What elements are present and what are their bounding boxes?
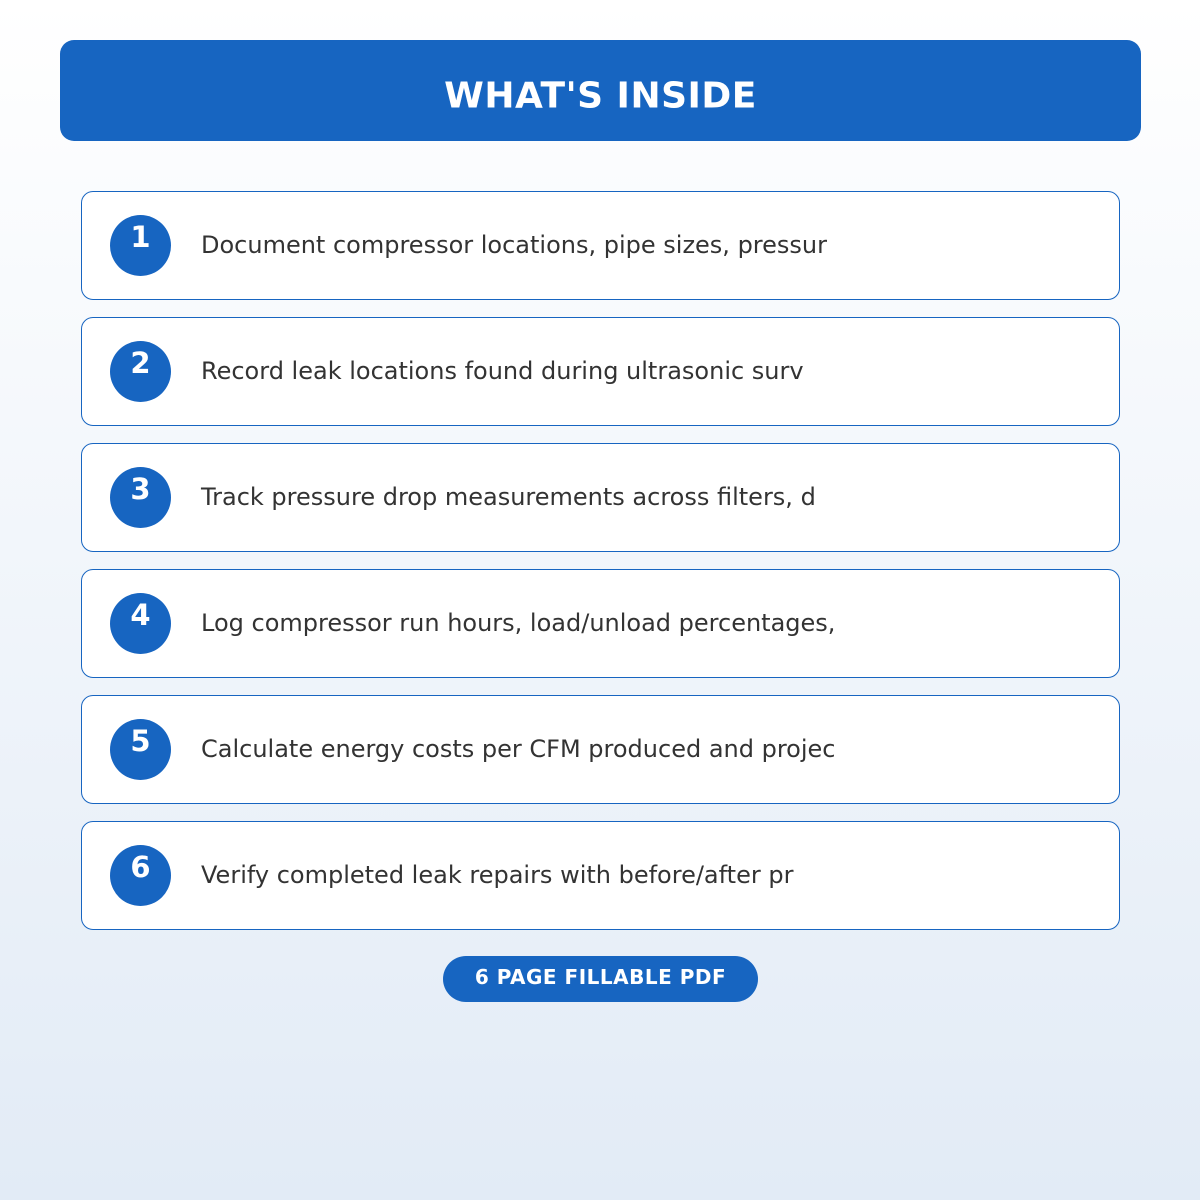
list-item bbox=[81, 569, 1120, 678]
list-item bbox=[81, 443, 1120, 552]
item-text: Verify completed leak repairs with before/after pr bbox=[201, 861, 794, 889]
item-text: Calculate energy costs per CFM produced and projec bbox=[201, 735, 836, 763]
number-badge bbox=[110, 215, 171, 276]
item-text: Log compressor run hours, load/unload percentages, bbox=[201, 609, 836, 637]
number-badge bbox=[110, 845, 171, 906]
item-number: 6 bbox=[130, 850, 151, 884]
item-text: Document compressor locations, pipe sizes, pressur bbox=[201, 231, 827, 259]
number-badge bbox=[110, 593, 171, 654]
item-number: 2 bbox=[130, 346, 151, 380]
page-title: WHAT'S INSIDE bbox=[444, 75, 757, 117]
item-number: 1 bbox=[130, 220, 151, 254]
list-item bbox=[81, 695, 1120, 804]
number-badge bbox=[110, 719, 171, 780]
pdf-badge bbox=[443, 956, 758, 1002]
header-banner bbox=[60, 40, 1141, 141]
badge-label: 6 PAGE FILLABLE PDF bbox=[474, 965, 727, 989]
item-text: Track pressure drop measurements across filters, d bbox=[201, 483, 816, 511]
list-item bbox=[81, 821, 1120, 930]
item-number: 4 bbox=[130, 598, 151, 632]
list-item bbox=[81, 317, 1120, 426]
item-number: 3 bbox=[130, 472, 151, 506]
number-badge bbox=[110, 341, 171, 402]
item-text: Record leak locations found during ultrasonic surv bbox=[201, 357, 804, 385]
number-badge bbox=[110, 467, 171, 528]
item-number: 5 bbox=[130, 724, 151, 758]
list-item bbox=[81, 191, 1120, 300]
